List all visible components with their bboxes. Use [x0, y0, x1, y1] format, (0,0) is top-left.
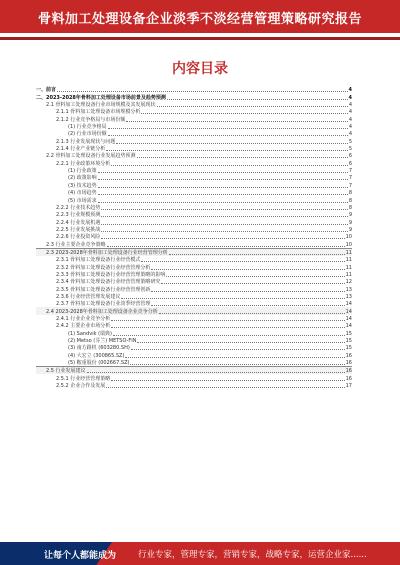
toc-entry-label: (4) 大宏立 (300865.SZ)	[68, 352, 125, 359]
toc-entry-label: 2.5.1 行业经营管理策略	[56, 375, 111, 382]
toc-entry-label: 2.5.2 企业合作及发展	[56, 383, 106, 390]
toc-entry[interactable]	[36, 108, 352, 115]
toc-entry-page: 15	[345, 338, 352, 345]
toc-entry-label: 二、2023-2028年骨料加工处理设备市场前景及趋势预测	[36, 94, 166, 101]
toc-entry[interactable]	[36, 189, 352, 196]
toc-entry-page: 16	[345, 352, 352, 359]
toc-entry[interactable]	[36, 137, 352, 144]
toc-entry-label: (3) 技术趋势	[68, 182, 97, 189]
toc-leader-dots	[141, 113, 347, 114]
toc-entry-label: (2) 政策影响	[68, 175, 97, 182]
toc-entry-label: 2.3 2023-2028年骨料加工处理设备行业经营管理分析	[46, 249, 168, 256]
toc-entry-page: 17	[345, 383, 352, 390]
toc-leader-dots	[113, 335, 345, 336]
toc-entry-page: 16	[345, 368, 352, 375]
toc-entry-label: 2.4.1 行业企业竞争分析	[56, 316, 111, 322]
toc-entry-label: 2.2 骨料加工处理设备行业发展趋势预测	[46, 153, 136, 160]
toc-leader-dots	[101, 216, 348, 217]
header-banner	[0, 0, 400, 40]
toc-entry[interactable]	[36, 382, 352, 389]
toc-entry-label: 2.2.5 行业发展挑战	[56, 226, 101, 233]
toc-entry[interactable]	[36, 278, 352, 285]
toc-entry-page: 9	[348, 226, 352, 233]
toc-entry[interactable]	[36, 218, 352, 225]
toc-entry[interactable]	[36, 351, 352, 358]
toc-entry-page: 10	[345, 234, 352, 241]
toc-leader-dots	[111, 320, 344, 321]
toc-entry[interactable]	[36, 329, 352, 336]
toc-entry-page: 14	[345, 301, 352, 308]
toc-entry-page: 4	[348, 94, 352, 101]
toc-entry-page: 11	[345, 249, 352, 256]
toc-leader-dots	[111, 327, 344, 328]
toc-entry-page: 9	[348, 212, 352, 219]
toc-leader-dots	[98, 179, 348, 180]
toc-leader-dots	[111, 165, 348, 166]
toc-entry[interactable]	[36, 337, 352, 344]
toc-entry-page: 16	[345, 375, 352, 382]
toc-entry-label: 2.1.2 行业竞争格局与市场份额	[56, 116, 126, 123]
toc-entry-label: 2.3.7 骨料加工处理设备行业淡季经营管理	[56, 301, 151, 308]
footer-banner	[0, 542, 400, 565]
toc-entry[interactable]	[36, 159, 352, 166]
toc-entry[interactable]	[36, 101, 352, 108]
toc-entry-label: (5) 市场需求	[68, 197, 97, 204]
toc-entry[interactable]	[36, 344, 352, 351]
toc-entry-label: 2.3.4 骨料加工处理设备行业经营管理策略研究	[56, 279, 161, 286]
toc-entry[interactable]	[36, 271, 352, 278]
toc-entry-label: 2.1.1 骨料加工处理设备市场规模分析	[56, 109, 141, 116]
toc-entry-page: 8	[348, 190, 352, 197]
toc-entry[interactable]	[36, 256, 352, 263]
toc-entry-page: 14	[345, 323, 352, 330]
toc-leader-dots	[151, 269, 344, 270]
toc-entry[interactable]	[36, 233, 352, 240]
toc-entry-label: 2.3.2 骨料加工处理设备行业经营管理分析	[56, 264, 151, 271]
toc-entry-page: 4	[348, 124, 352, 131]
toc-entry[interactable]	[36, 130, 352, 137]
toc-leader-dots	[159, 313, 345, 314]
toc-entry-label: 2.4 2023-2028年骨料加工处理设备企业竞争分析	[46, 308, 158, 315]
toc-entry[interactable]	[36, 240, 352, 247]
toc-heading: 内容目录	[172, 61, 228, 77]
toc-entry[interactable]	[36, 300, 352, 307]
report-title: 骨料加工处理设备企业淡季不淡经营管理策略研究报告	[37, 12, 362, 27]
toc-entry[interactable]	[36, 93, 352, 100]
footer-slogan-left: 让每个人都能成为	[44, 551, 117, 561]
toc-leader-dots	[98, 202, 348, 203]
toc-leader-dots	[157, 106, 348, 107]
header-divider-dark	[0, 37, 400, 40]
toc-entry[interactable]	[36, 196, 352, 203]
toc-leader-dots	[101, 238, 344, 239]
toc-leader-dots	[166, 276, 344, 277]
toc-leader-dots	[101, 209, 348, 210]
toc-entry[interactable]	[36, 307, 352, 314]
toc-leader-dots	[121, 298, 344, 299]
toc-entry-page: 10	[345, 241, 352, 248]
toc-leader-dots	[131, 349, 345, 350]
toc-entry-page: 14	[345, 316, 352, 322]
toc-entry[interactable]	[36, 226, 352, 233]
toc-entry-page: 12	[345, 279, 352, 286]
toc-entry[interactable]	[36, 315, 352, 322]
toc-leader-dots	[125, 357, 344, 358]
toc-entry-page: 13	[345, 286, 352, 293]
toc-entry-page: 4	[348, 102, 352, 109]
toc-entry-label: (1) 行业竞争格局	[68, 124, 107, 131]
toc-entry-label: 2.5 行业发展建议	[46, 368, 86, 375]
toc-leader-dots	[107, 246, 345, 247]
toc-entry[interactable]	[36, 248, 352, 256]
toc-entry-label: 2.3 行业主要企业竞争策略	[46, 241, 106, 248]
toc-entry-label: (1) Sandvik (瑞典)	[68, 330, 112, 337]
toc-entry-label: 2.3.5 骨料加工处理设备行业经营管理创新	[56, 286, 151, 293]
toc-leader-dots	[161, 283, 344, 284]
toc-entry-page: 11	[345, 264, 352, 271]
toc-entry-label: (1) 行业政策	[68, 168, 97, 175]
toc-entry-page: 15	[345, 330, 352, 337]
toc-leader-dots	[137, 157, 348, 158]
toc-entry-label: (3) 南方路机 (603280.SH)	[68, 345, 130, 352]
toc-leader-dots	[98, 194, 348, 195]
toc-entry[interactable]	[36, 204, 352, 211]
toc-entry[interactable]	[36, 211, 352, 218]
table-of-contents	[36, 86, 352, 389]
toc-entry-page: 7	[348, 168, 352, 175]
toc-entry-label: (2) Metso (芬兰) METSO-FIN	[68, 338, 137, 345]
toc-entry[interactable]	[36, 374, 352, 381]
toc-entry-label: 2.4.2 主要企业市场分析	[56, 323, 111, 330]
toc-entry-label: 2.1.4 行业产业链分析	[56, 146, 106, 153]
footer-slogan-right: 行业专家，管理专家，营销专家，战略专家，运营企业家......	[138, 550, 367, 560]
toc-entry[interactable]	[36, 181, 352, 188]
toc-leader-dots	[106, 387, 344, 388]
toc-entry-page: 6	[348, 153, 352, 160]
toc-entry-page: 4	[348, 131, 352, 138]
toc-leader-dots	[57, 91, 348, 92]
toc-leader-dots	[137, 342, 344, 343]
toc-leader-dots	[111, 380, 344, 381]
toc-entry-page: 16	[345, 360, 352, 367]
toc-entry-page: 8	[348, 197, 352, 204]
toc-entry-page: 11	[345, 257, 352, 264]
toc-entry-label: 2.3.6 行业经营管理发展建议	[56, 293, 121, 300]
toc-entry[interactable]	[36, 322, 352, 329]
toc-leader-dots	[87, 372, 345, 373]
toc-entry-page: 4	[348, 116, 352, 123]
toc-entry-label: 2.2.4 行业发展机遇	[56, 219, 101, 226]
toc-leader-dots	[126, 121, 347, 122]
toc-entry-label: (4) 市场趋势	[68, 190, 97, 197]
toc-entry-page: 5	[348, 138, 352, 145]
toc-entry-label: 2.2.2 行业技术趋势	[56, 204, 101, 211]
toc-leader-dots	[108, 128, 348, 129]
toc-entry[interactable]	[36, 152, 352, 159]
toc-leader-dots	[101, 231, 348, 232]
toc-leader-dots	[106, 150, 348, 151]
toc-entry[interactable]	[36, 145, 352, 152]
toc-entry[interactable]	[36, 174, 352, 181]
toc-entry-label: (5) 鞍重股份 (002667.SZ)	[68, 360, 130, 367]
toc-entry-page: 5	[348, 146, 352, 153]
toc-leader-dots	[116, 143, 347, 144]
toc-entry-label: 一、前言	[36, 87, 57, 94]
toc-entry-label: (2) 行业市场份额	[68, 131, 107, 138]
toc-leader-dots	[151, 305, 344, 306]
toc-entry[interactable]	[36, 263, 352, 270]
toc-entry-page: 4	[348, 87, 352, 94]
toc-entry[interactable]	[36, 359, 352, 366]
toc-entry-page: 15	[345, 345, 352, 352]
toc-entry-label: 2.1.3 行业发展现状与问题	[56, 138, 116, 145]
toc-entry[interactable]	[36, 123, 352, 130]
toc-entry-page: 14	[345, 308, 352, 315]
toc-entry[interactable]	[36, 115, 352, 122]
toc-entry-page: 4	[348, 109, 352, 116]
toc-entry-page: 9	[348, 219, 352, 226]
toc-leader-dots	[167, 99, 348, 100]
toc-entry-label: 2.2.6 行业投资风险	[56, 234, 101, 241]
toc-entry-page: 7	[348, 182, 352, 189]
toc-leader-dots	[108, 135, 348, 136]
toc-entry[interactable]	[36, 86, 352, 93]
toc-leader-dots	[101, 224, 348, 225]
toc-entry-label: 2.2.1 行业政策环境分析	[56, 160, 111, 167]
toc-entry-page: 11	[345, 271, 352, 278]
toc-entry-page: 6	[348, 160, 352, 167]
toc-entry[interactable]	[36, 366, 352, 374]
toc-leader-dots	[169, 254, 345, 255]
toc-entry-page: 8	[348, 204, 352, 211]
toc-entry-label: 2.2.3 行业规模预测	[56, 212, 101, 219]
toc-entry-page: 7	[348, 175, 352, 182]
toc-entry-page: 13	[345, 293, 352, 300]
toc-leader-dots	[141, 261, 344, 262]
toc-leader-dots	[151, 291, 344, 292]
toc-entry-label: 2.3.1 骨料加工处理设备行业经营模式	[56, 257, 141, 264]
toc-entry-label: 2.3.3 骨料加工处理设备行业经营管理策略的影响	[56, 271, 166, 278]
toc-entry[interactable]	[36, 293, 352, 300]
toc-entry[interactable]	[36, 167, 352, 174]
toc-entry-label: 2.1 骨料加工处理设备行业市场规模及其发展现状	[46, 102, 156, 109]
toc-leader-dots	[130, 364, 344, 365]
toc-entry[interactable]	[36, 285, 352, 292]
toc-leader-dots	[98, 172, 348, 173]
toc-leader-dots	[98, 187, 348, 188]
